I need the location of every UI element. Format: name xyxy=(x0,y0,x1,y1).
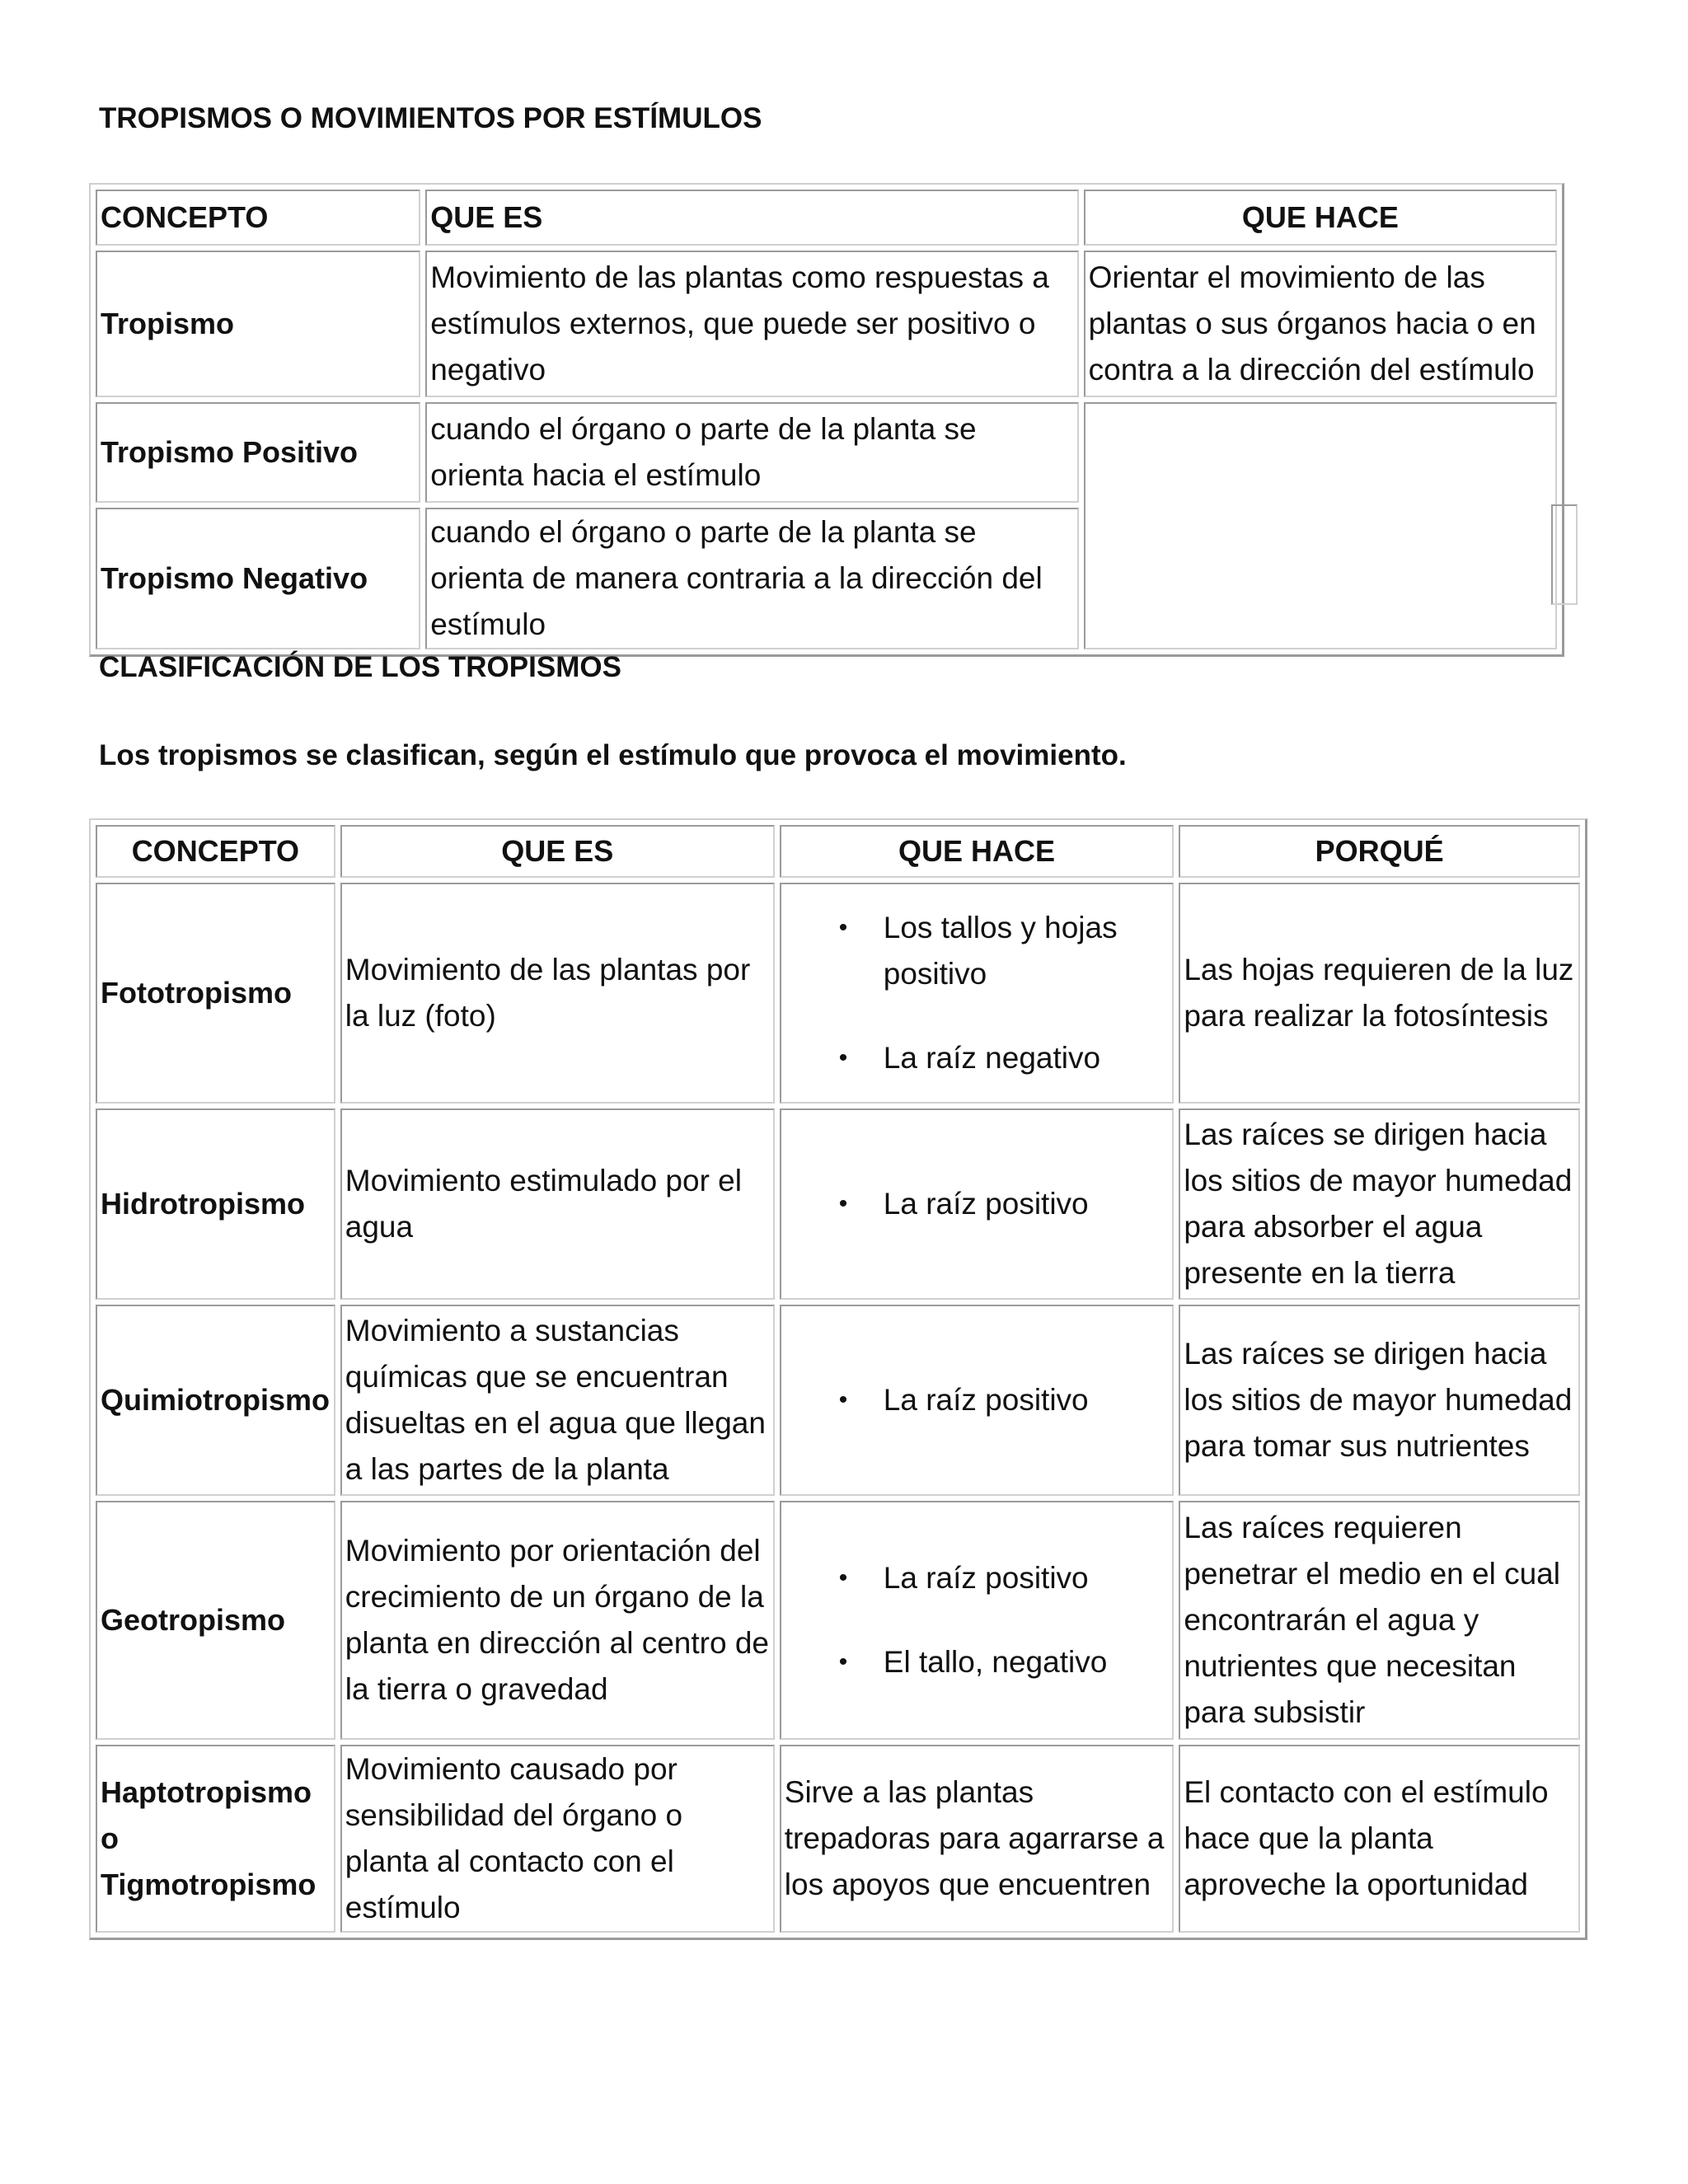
concept-cell: Tropismo Positivo xyxy=(96,402,420,503)
bullet-icon: • xyxy=(838,1648,848,1675)
definition-cell: Movimiento estimulado por el agua xyxy=(340,1108,775,1300)
table-row xyxy=(96,402,1557,503)
reason-cell: El contacto con el estímulo hace que la planta aproveche la oportunidad xyxy=(1179,1745,1580,1933)
list-item: • La raíz positivo xyxy=(785,1555,1170,1601)
header-que-es: QUE ES xyxy=(425,190,1078,246)
list-item: • El tallo, negativo xyxy=(785,1639,1170,1685)
function-list xyxy=(785,1377,1170,1423)
concept-cell: Tropismo Negativo xyxy=(96,508,420,649)
function-cell xyxy=(780,1501,1175,1740)
reason-cell: Las raíces requieren penetrar el medio en el cual encontrarán el agua y nutrientes que necesitan para subsistir xyxy=(1179,1501,1580,1740)
concept-cell: Tropismo xyxy=(96,251,420,397)
bullet-icon: • xyxy=(838,1564,848,1591)
list-item: • Los tallos y hojas positivo xyxy=(785,905,1170,997)
function-cell: Orientar el movimiento de las plantas o sus órganos hacia o en contra a la dirección del estímulo xyxy=(1084,251,1557,397)
bullet-icon: • xyxy=(838,1386,848,1413)
definition-cell: Movimiento por orientación del crecimiento de un órgano de la planta en dirección al centro de la tierra o gravedad xyxy=(340,1501,775,1740)
extra-empty-cell xyxy=(1551,504,1578,605)
reason-cell: Las hojas requieren de la luz para realizar la fotosíntesis xyxy=(1179,883,1580,1104)
list-item: • La raíz positivo xyxy=(785,1377,1170,1423)
bullet-icon: • xyxy=(838,1190,848,1217)
list-item: • La raíz positivo xyxy=(785,1181,1170,1227)
definition-cell: cuando el órgano o parte de la planta se orienta hacia el estímulo xyxy=(425,402,1078,503)
definition-cell: Movimiento de las plantas como respuestas a estímulos externos, que puede ser positivo o negativo xyxy=(425,251,1078,397)
concept-cell: Fototropismo xyxy=(96,883,335,1104)
table-row xyxy=(96,1305,1580,1496)
function-list xyxy=(785,1555,1170,1685)
function-cell xyxy=(780,883,1175,1104)
concept-cell: Geotropismo xyxy=(96,1501,335,1740)
table-row xyxy=(96,1745,1580,1933)
empty-function-cell xyxy=(1084,402,1557,649)
definition-cell: Movimiento de las plantas por la luz (foto) xyxy=(340,883,775,1104)
section-title-clasificacion: CLASIFICACIÓN DE LOS TROPISMOS xyxy=(99,651,621,683)
header-concepto: CONCEPTO xyxy=(96,825,335,878)
table-row xyxy=(96,883,1580,1104)
bullet-icon: • xyxy=(838,914,848,941)
table-header-row xyxy=(96,190,1557,246)
header-porque: PORQUÉ xyxy=(1179,825,1580,878)
classification-intro: Los tropismos se clasifican, según el estímulo que provoca el movimiento. xyxy=(99,739,1127,771)
reason-cell: Las raíces se dirigen hacia los sitios de mayor humedad para absorber el agua presente en la tierra xyxy=(1179,1108,1580,1300)
concept-cell: Hidrotropismo xyxy=(96,1108,335,1300)
function-cell: Sirve a las plantas trepadoras para agarrarse a los apoyos que encuentren xyxy=(780,1745,1175,1933)
definition-cell: Movimiento causado por sensibilidad del órgano o planta al contacto con el estímulo xyxy=(340,1745,775,1933)
table-header-row xyxy=(96,825,1580,878)
header-concepto: CONCEPTO xyxy=(96,190,420,246)
function-cell xyxy=(780,1108,1175,1300)
table-row xyxy=(96,1108,1580,1300)
table-row xyxy=(96,251,1557,397)
function-list xyxy=(785,905,1170,1081)
header-que-hace: QUE HACE xyxy=(1084,190,1557,246)
definition-cell: cuando el órgano o parte de la planta se orienta de manera contraria a la dirección del estímulo xyxy=(425,508,1078,649)
header-que-hace: QUE HACE xyxy=(780,825,1175,878)
header-que-es: QUE ES xyxy=(340,825,775,878)
reason-cell: Las raíces se dirigen hacia los sitios de mayor humedad para tomar sus nutrientes xyxy=(1179,1305,1580,1496)
tropismos-table xyxy=(89,183,1564,657)
definition-cell: Movimiento a sustancias químicas que se encuentran disueltas en el agua que llegan a las partes de la planta xyxy=(340,1305,775,1496)
table-row xyxy=(96,1501,1580,1740)
function-list xyxy=(785,1181,1170,1227)
list-item: • La raíz negativo xyxy=(785,1035,1170,1081)
concept-cell: Haptotropismo o Tigmotropismo xyxy=(96,1745,335,1933)
section-title-tropismos: TROPISMOS O MOVIMIENTOS POR ESTÍMULOS xyxy=(99,102,762,134)
function-cell xyxy=(780,1305,1175,1496)
clasificacion-table xyxy=(89,818,1587,1940)
concept-cell: Quimiotropismo xyxy=(96,1305,335,1496)
bullet-icon: • xyxy=(838,1044,848,1071)
